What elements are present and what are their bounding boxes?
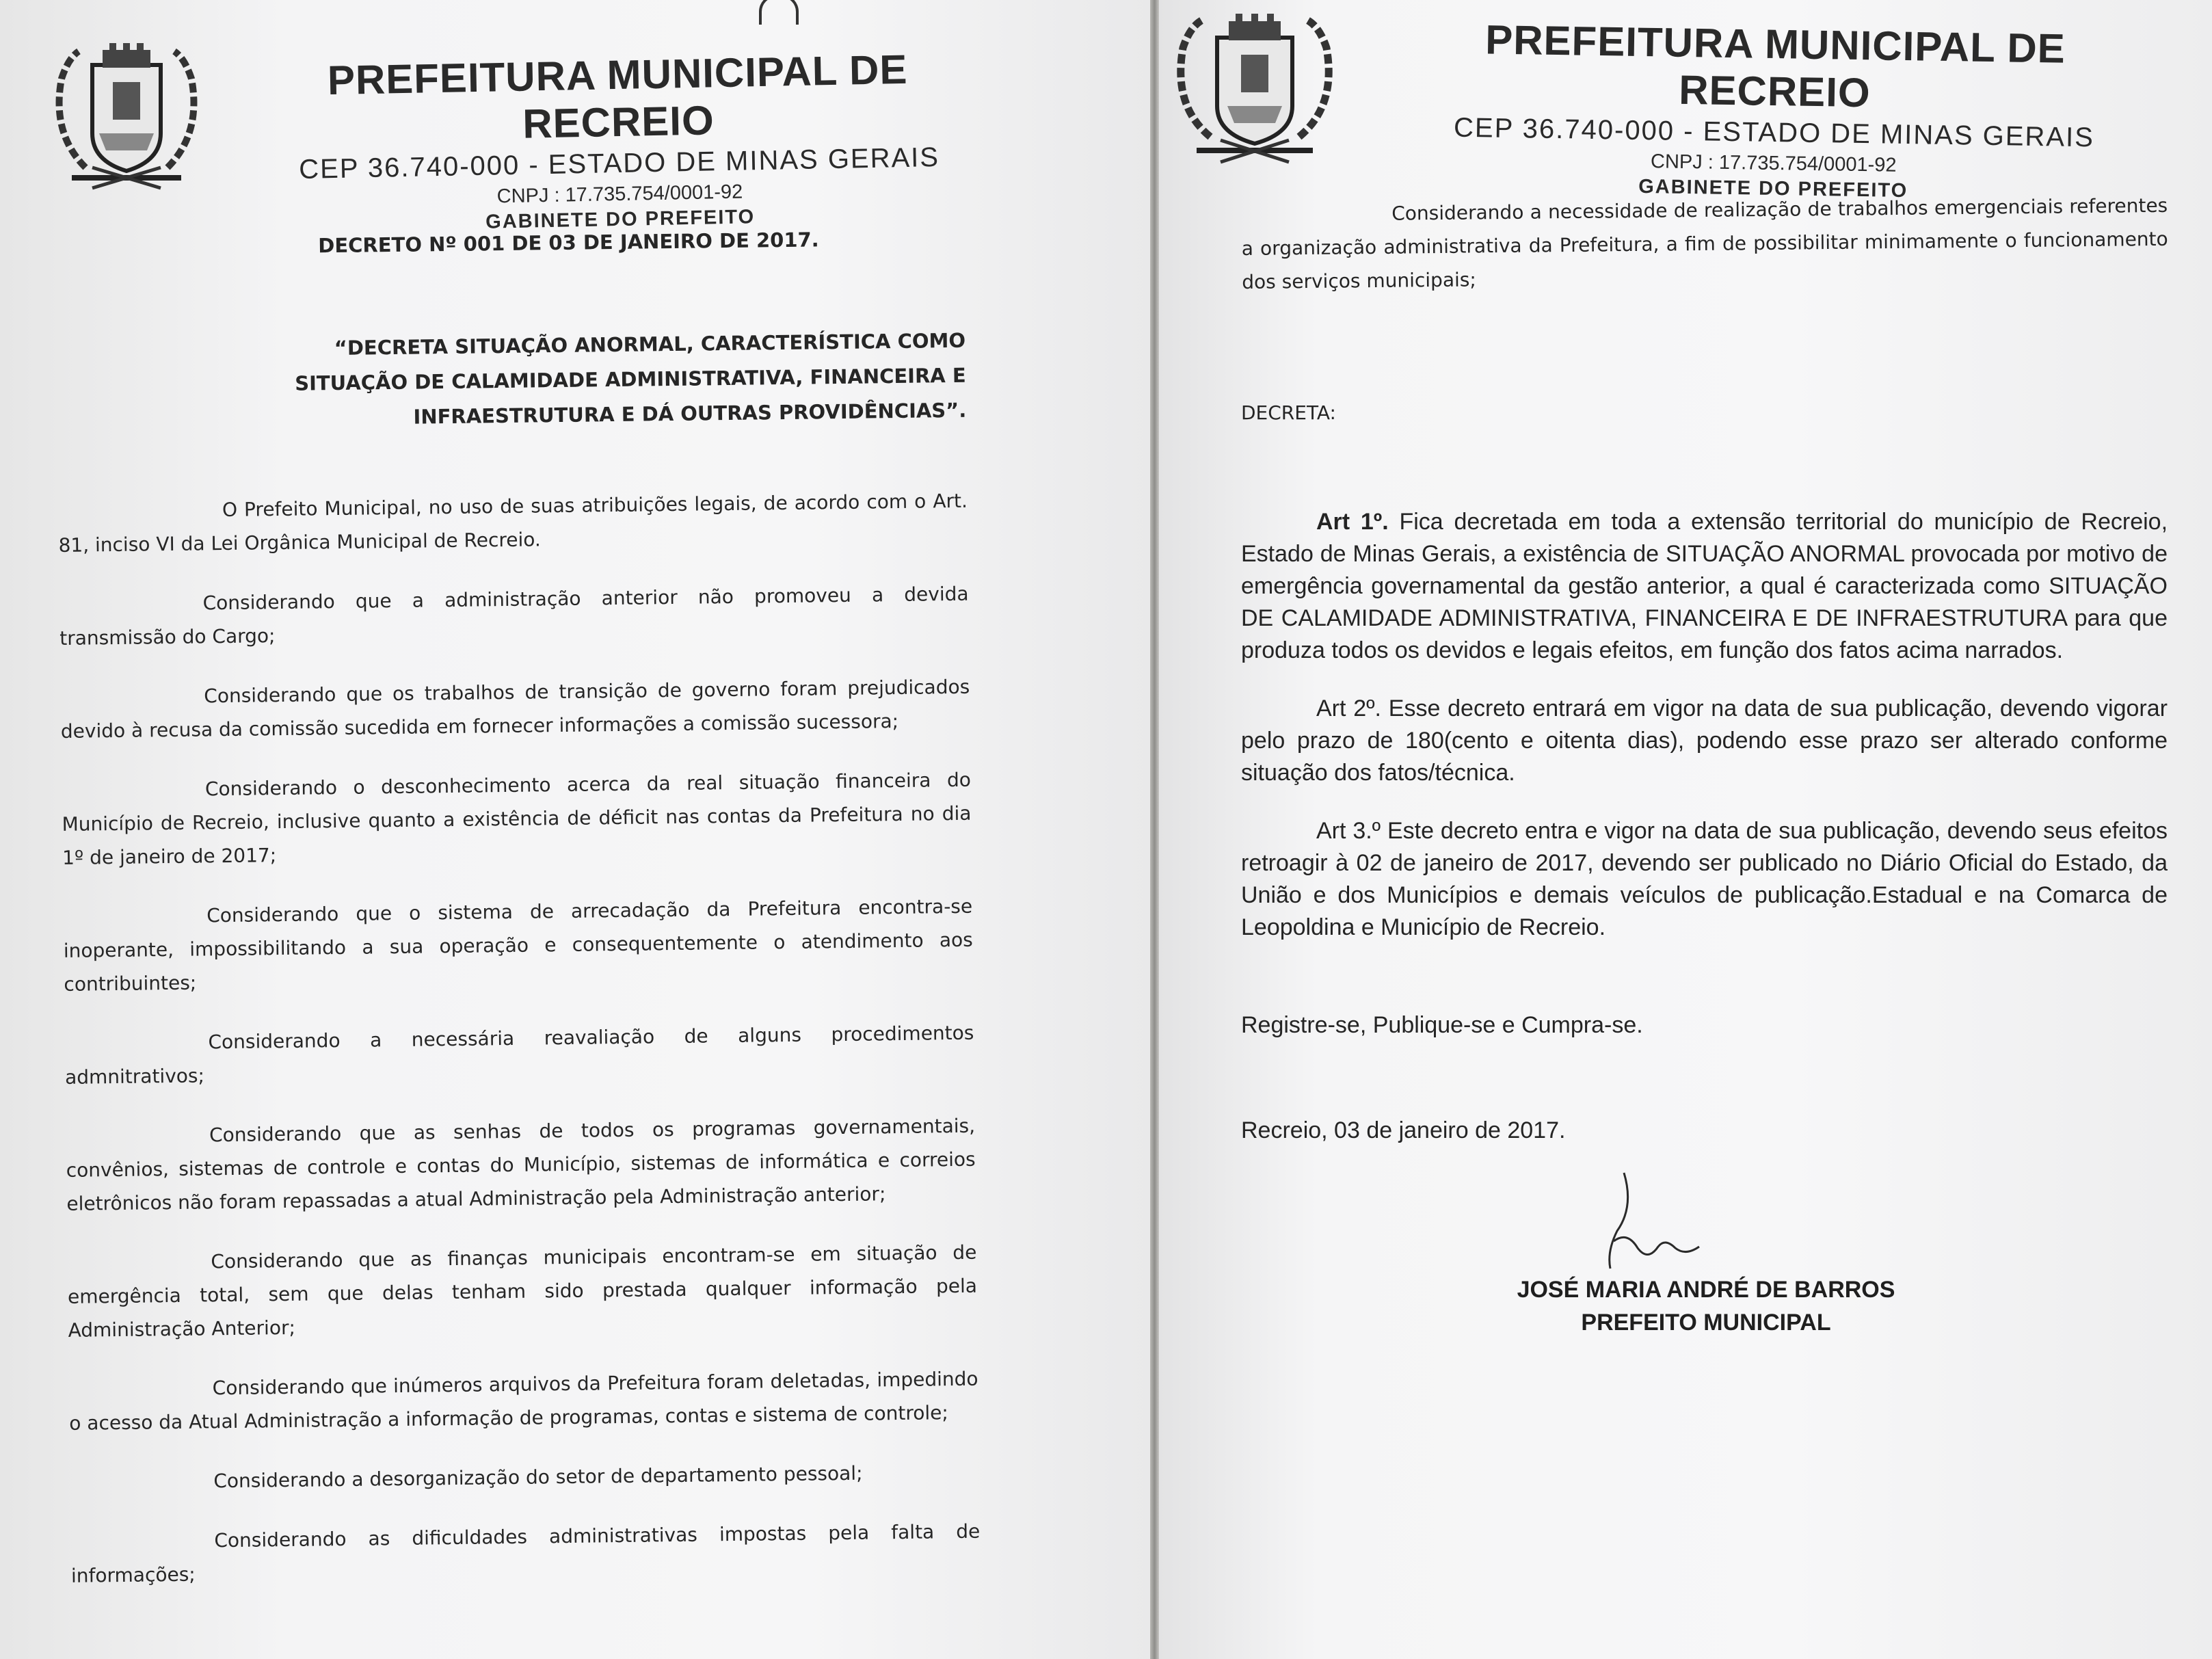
cnpj-line: CNPJ : 17.735.754/0001-92 (496, 181, 743, 208)
signer-block (1501, 1273, 1911, 1339)
signer-title: PREFEITO MUNICIPAL (1581, 1310, 1831, 1336)
paragraph: Considerando o desconhecimento acerca da real situação financeira do Município de Recreio, inclusive quanto a existência de déficit nas contas da Prefeitura no dia 1º de janeiro de 2017; (62, 768, 972, 869)
paragraph: O Prefeito Municipal, no uso de suas atribuições legais, de acordo com o Art. 81, inciso VI da Lei Orgânica Municipal de Recreio. (58, 489, 968, 557)
article-2: Art 2º. Esse decreto entrará em vigor na data de sua publicação, devendo vigorar pelo prazo de 180(cento e oitenta dias), podendo esse prazo ser alterado conforme situação dos fatos/técnica. (1241, 695, 2168, 786)
paragraph: Considerando que a administração anterior não promoveu a devida transmissão do Cargo; (59, 582, 969, 650)
place-and-date: Recreio, 03 de janeiro de 2017. (1241, 1117, 1566, 1143)
gabinete-line: GABINETE DO PREFEITO (485, 206, 756, 233)
article-1: Art 1º. Fica decretada em toda a extensão territorial do município de Recreio, Estado de Minas Gerais, a existência de SITUAÇÃO ANORMAL provocada por motivo de emergência governamental da gestão anterior, a qual é caracterizada como SITUAÇÃO DE CALAMIDADE ADMINISTRATIVA, FINANCEIRA E DE INFRAESTRUTURA para que produza todos os devidos e legais efeitos, em função dos fatos acima narrados. (1241, 509, 2168, 663)
coat-of-arms-icon (44, 31, 209, 209)
paragraph: Considerando a desorganização do setor de departamento pessoal; (213, 1461, 863, 1493)
coat-of-arms-icon (1159, 3, 1350, 181)
paragraph: Considerando que inúmeros arquivos da Prefeitura foram deletadas, impedindo o acesso da Atual Administração a informação de programas, contas e sistema de controle; (69, 1367, 978, 1435)
cep-line: CEP 36.740-000 - ESTADO DE MINAS GERAIS (1453, 112, 2095, 153)
paragraph: Considerando as dificuldades administrativas impostas pela falta de informações; (70, 1519, 981, 1587)
paragraph: Considerando que as finanças municipais encontram-se em situação de emergência total, sem que delas tenham sido prestada qualquer informação pela Administração Anterior; (67, 1240, 978, 1342)
paragraph: Considerando a necessária reavaliação de alguns procedimentos admnitrativos; (64, 1021, 974, 1089)
paragraph: Considerando que os trabalhos de transição de governo foram prejudicados devido à recusa da comissão sucedida em fornecer informações a comissão sucessora; (60, 675, 970, 743)
org-name: PREFEITURA MUNICIPAL DE RECREIO (1484, 16, 2066, 116)
gabinete-line: GABINETE DO PREFEITO (1638, 175, 1908, 202)
closing-formula: Registre-se, Publique-se e Cumpra-se. (1241, 1012, 1643, 1038)
cep-line: CEP 36.740-000 - ESTADO DE MINAS GERAIS (298, 142, 940, 185)
binder-hole (759, 0, 799, 25)
paragraph: Considerando que o sistema de arrecadação da Prefeitura encontra-se inoperante, impossibilitando a sua operação e consequentemente o atendimento aos contribuintes; (63, 894, 973, 996)
handwritten-signature (1480, 1166, 1918, 1282)
signer-name: JOSÉ MARIA ANDRÉ DE BARROS (1517, 1277, 1895, 1303)
decree-body-left (55, 222, 981, 1619)
page-gutter (1150, 0, 1159, 1659)
cnpj-line: CNPJ : 17.735.754/0001-92 (1650, 150, 1897, 176)
decree-page-2 (1159, 0, 2212, 1659)
decreta-heading: DECRETA: (1241, 401, 1336, 424)
paragraph: Considerando a necessidade de realização de trabalhos emergenciais referentes a organização administrativa da Prefeitura, a fim de possibilitar minimamente o funcionamento dos serviços municipais; (1241, 194, 2168, 293)
letterhead (1411, 15, 2138, 207)
decree-body-right (1241, 194, 2168, 1144)
decree-ementa: “DECRETA SITUAÇÃO ANORMAL, CARACTERÍSTICA COMO SITUAÇÃO DE CALAMIDADE ADMINISTRATIVA, FINANCEIRA E INFRAESTRUTURA E DÁ OUTRAS PROVIDÊNCIAS”. (294, 328, 967, 429)
letterhead (265, 44, 973, 238)
decree-title: DECRETO Nº 001 DE 03 DE JANEIRO DE 2017. (318, 228, 819, 258)
article-3: Art 3.º Este decreto entra e vigor na data de sua publicação, devendo seus efeitos retroagir à 02 de janeiro de 2017, devendo ser publicado no Diário Oficial do Estado, da União e dos Municípios e demais veículos de publicação.Estadual e na Comarca de Leopoldina e Município de Recreio. (1241, 818, 2168, 940)
paragraph: Considerando que as senhas de todos os programas governamentais, convênios, sistemas de controle e contas do Município, sistemas de informática e correios eletrônicos não foram repassadas a atual Administração pela Administração anterior; (66, 1114, 976, 1215)
org-name: PREFEITURA MUNICIPAL DE RECREIO (327, 46, 908, 147)
